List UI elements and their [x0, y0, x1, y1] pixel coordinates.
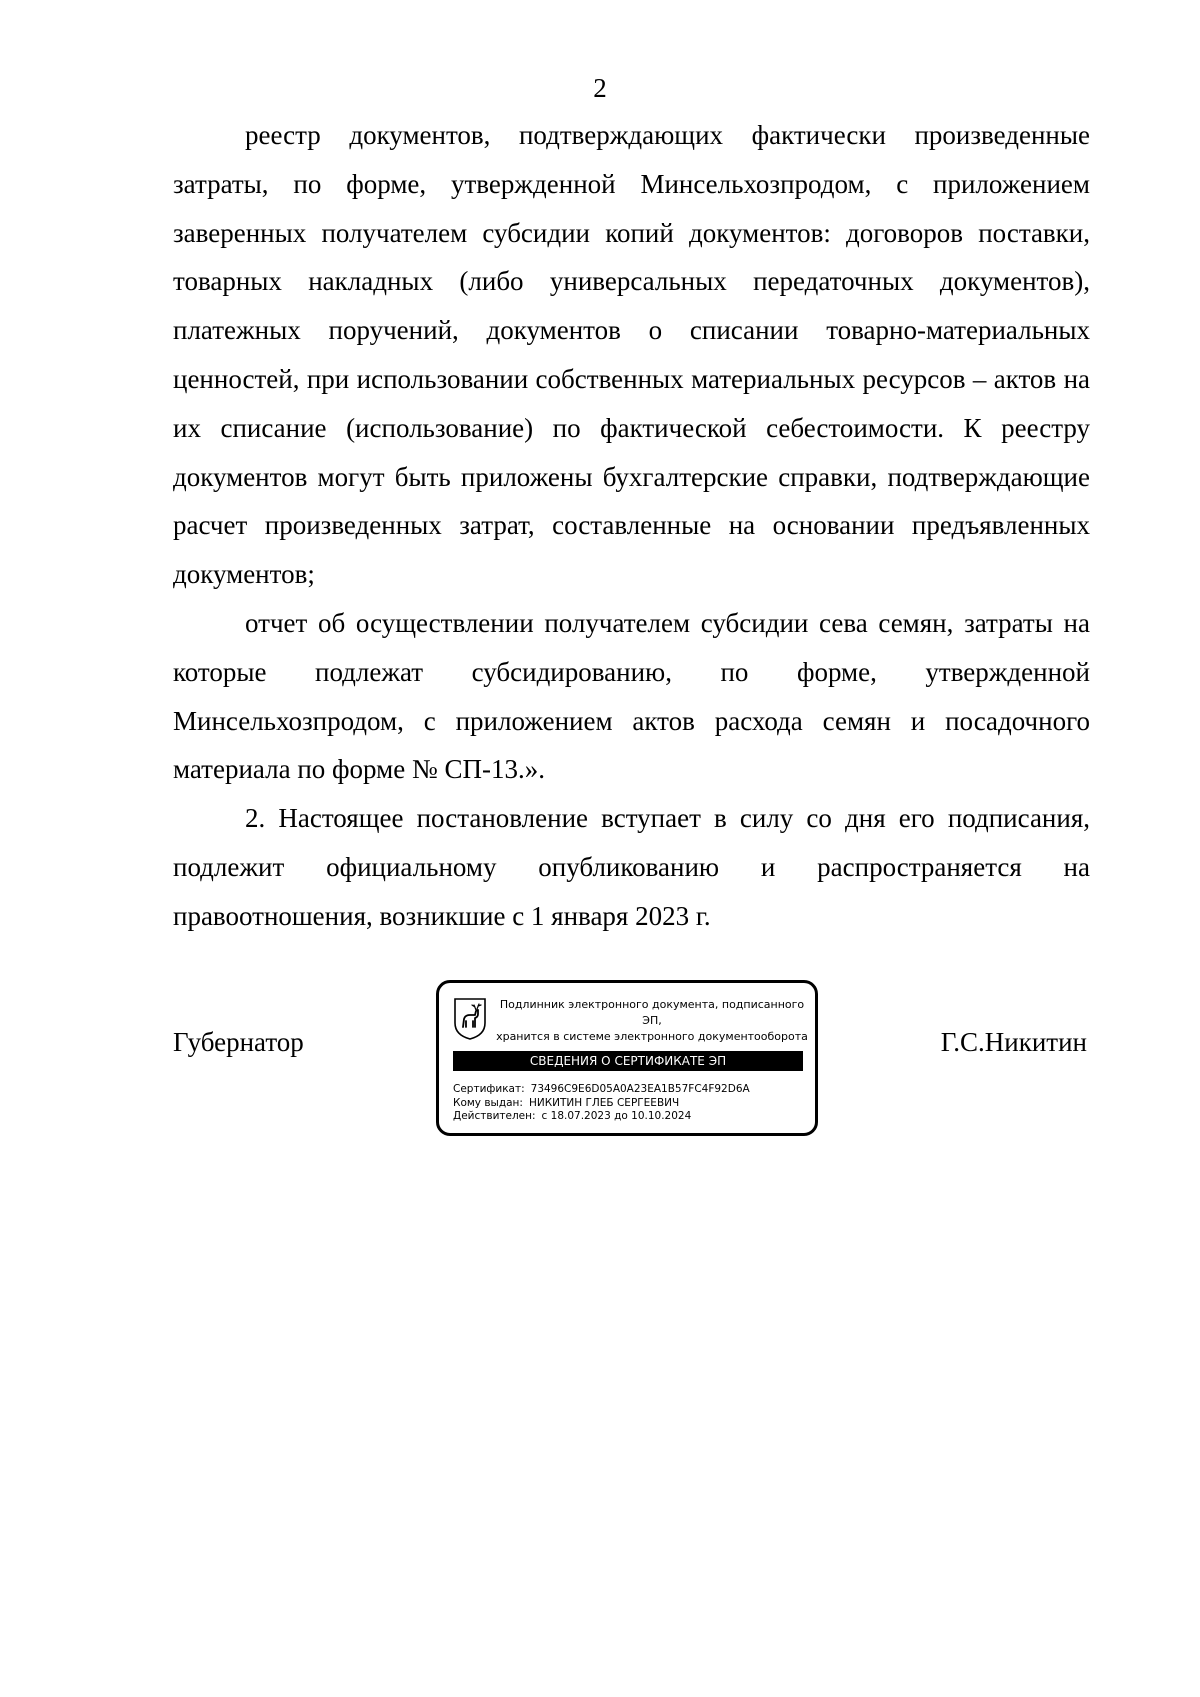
stamp-header: [491, 997, 813, 1045]
certificate-label: Сертификат:: [453, 1083, 525, 1095]
issued-to-row: [453, 1097, 813, 1111]
signature-block: [0, 980, 1200, 1150]
validity-value: с 18.07.2023 до 10.10.2024: [541, 1110, 692, 1122]
stamp-header-line-2: хранится в системе электронного документооборота: [496, 1030, 808, 1043]
paragraph-effective-date: 2. Настоящее постановление вступает в силу со дня его подписания, подлежит официальному опубликованию и распространяется на правоотношения, возникшие с 1 января 2023 г.: [173, 803, 1090, 931]
page-number: 2: [593, 73, 607, 103]
paragraph-registry: реестр документов, подтверждающих фактически произведенные затраты, по форме, утвержденной Минсельхозпродом, с приложением заверенных получателем субсидии копий документов: договоров поставки, товарных накладных (либо универсальных передаточных документов), платежных поручений, документов о списании товарно-материальных ценностей, при использовании собственных материальных ресурсов – актов на их списание (использование) по фактической себестоимости. К реестру документов могут быть приложены бухгалтерские справки, подтверждающие расчет произведенных затрат, составленные на основании предъявленных документов;: [173, 120, 1090, 590]
certificate-info-bar: СВЕДЕНИЯ О СЕРТИФИКАТЕ ЭП: [453, 1051, 803, 1071]
issued-to-label: Кому выдан:: [453, 1096, 523, 1109]
paragraph-sowing-report: отчет об осуществлении получателем субсидии сева семян, затраты на которые подлежат субсидированию, по форме, утвержденной Минсельхозпродом, с приложением актов расхода семян и посадочного материала по форме № СП-13.».: [173, 607, 1090, 785]
certificate-value: 73496C9E6D05A0A23EA1B57FC4F92D6A: [530, 1083, 750, 1095]
stamp-header-line-1: Подлинник электронного документа, подписанного ЭП,: [499, 998, 805, 1027]
certificate-row: [453, 1083, 813, 1097]
certificate-details: [453, 1083, 813, 1124]
signer-name: Г.С.Никитин: [940, 1027, 1087, 1057]
signer-title: Губернатор: [173, 1027, 304, 1057]
deer-coat-of-arms-icon: [453, 997, 487, 1041]
electronic-signature-stamp: [436, 980, 818, 1136]
issued-to-value: НИКИТИН ГЛЕБ СЕРГЕЕВИЧ: [528, 1096, 680, 1109]
validity-row: [453, 1110, 813, 1124]
document-body: [173, 111, 1090, 941]
validity-label: Действителен:: [453, 1110, 536, 1122]
